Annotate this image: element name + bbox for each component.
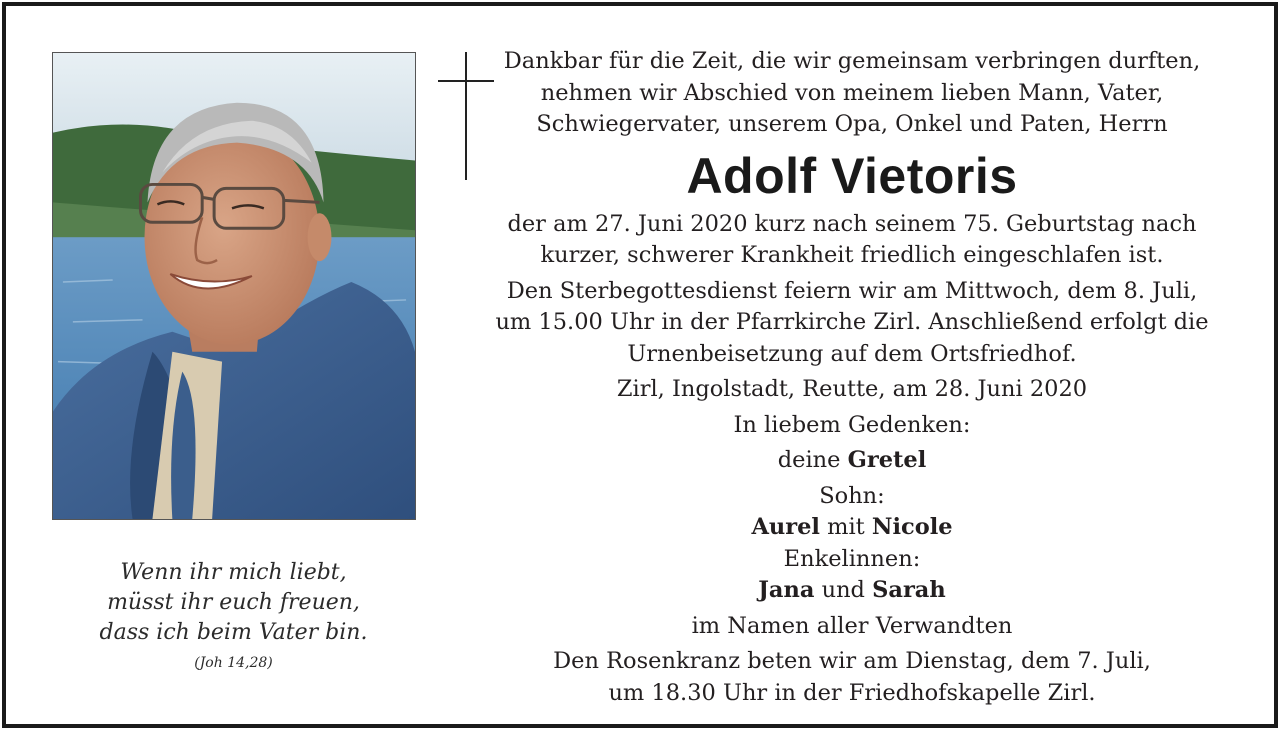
quote-source: (Joh 14,28) bbox=[194, 655, 273, 671]
quote-line: müsst ihr euch freuen, bbox=[107, 590, 360, 615]
relatives-line: im Namen aller Verwandten bbox=[691, 612, 1013, 639]
obituary-frame bbox=[2, 2, 1278, 728]
quote-line: Wenn ihr mich liebt, bbox=[120, 560, 347, 585]
grandchild-name: Sarah bbox=[872, 577, 946, 603]
memory-heading: In liebem Gedenken: bbox=[733, 411, 971, 438]
service-line: um 15.00 Uhr in der Pfarrkirche Zirl. Anschließend erfolgt die bbox=[495, 309, 1209, 335]
rosary-line: Den Rosenkranz beten wir am Dienstag, dem 7. Juli, bbox=[553, 648, 1151, 674]
quote-line: dass ich beim Vater bin. bbox=[99, 620, 368, 645]
son-name: Aurel bbox=[751, 514, 820, 540]
place-date: Zirl, Ingolstadt, Reutte, am 28. Juni 2020 bbox=[616, 376, 1088, 402]
daughter-in-law-name: Nicole bbox=[871, 514, 953, 540]
son-joiner: mit bbox=[827, 514, 865, 540]
death-notice-line: kurzer, schwerer Krankheit friedlich eingeschlafen ist. bbox=[540, 242, 1164, 268]
wife-prefix: deine bbox=[777, 447, 841, 473]
portrait-illustration bbox=[53, 53, 415, 519]
grandchildren-joiner: und bbox=[821, 577, 865, 603]
death-notice-line: der am 27. Juni 2020 kurz nach seinem 75. Geburtstag nach bbox=[507, 210, 1197, 237]
wife-name: Gretel bbox=[847, 447, 927, 473]
service-line: Urnenbeisetzung auf dem Ortsfriedhof. bbox=[627, 340, 1077, 367]
service-line: Den Sterbegottesdienst feiern wir am Mittwoch, dem 8. Juli, bbox=[506, 277, 1198, 304]
grandchild-name: Jana bbox=[758, 577, 815, 603]
portrait-photo bbox=[52, 52, 416, 520]
bible-quote bbox=[46, 558, 421, 676]
grandchildren-label: Enkelinnen: bbox=[783, 545, 921, 572]
wife-line bbox=[484, 445, 1220, 477]
intro-line: nehmen wir Abschied von meinem lieben Mann, Vater, bbox=[540, 79, 1164, 106]
cross-icon bbox=[465, 52, 467, 180]
son-label: Sohn: bbox=[819, 482, 885, 509]
intro-line: Dankbar für die Zeit, die wir gemeinsam verbringen durften, bbox=[503, 48, 1201, 74]
obituary-text bbox=[484, 46, 1220, 709]
grandchildren-line bbox=[484, 575, 1220, 607]
rosary-line: um 18.30 Uhr in der Friedhofskapelle Zirl. bbox=[608, 679, 1096, 706]
son-line bbox=[484, 512, 1220, 544]
deceased-name: Adolf Vietoris bbox=[686, 147, 1018, 204]
intro-line: Schwiegervater, unserem Opa, Onkel und Paten, Herrn bbox=[536, 111, 1168, 137]
